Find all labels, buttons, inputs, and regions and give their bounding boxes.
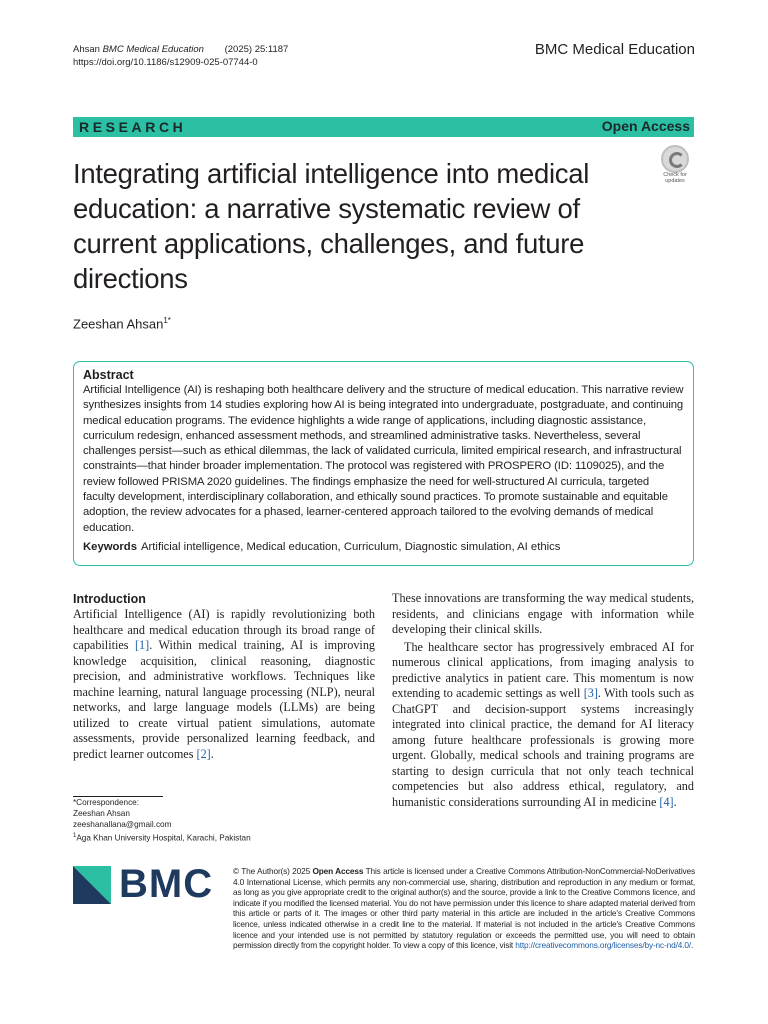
header-journal: BMC Medical Education (102, 44, 204, 55)
running-header (73, 43, 288, 69)
article-type-label: RESEARCH (79, 119, 187, 135)
intro-paragraph-2: These innovations are transforming the way medical students, residents, and clinicians engage with information while developing their clinical skills. (392, 591, 694, 636)
bmc-logo-text: BMC (119, 862, 214, 906)
correspondence-label: *Correspondence: (73, 798, 139, 807)
affiliation: $^1$Aga Khan University Hospital, Karachi, Pakistan (73, 832, 251, 843)
keywords-line (83, 540, 684, 555)
body-column-right (392, 591, 694, 810)
author-affiliation-mark: 1* (163, 316, 171, 325)
abstract-text: Artificial Intelligence (AI) is reshaping both healthcare delivery and the structure of medical education. This narrative review synthesizes insights from 14 studies exploring how AI is being integrated into undergraduate, postgraduate, and continuing medical education programs. The evidence highlights a wide range of applications, including diagnostic assistance, curriculum redesign, enhanced assessment methods, and streamlined administrative tasks. Nevertheless, several challenges persist—such as ethical dilemmas, the lack of validated curricula, limited empirical research, and infrastructural constraints—that hinder broader implementation. The protocol was registered with PROSPERO (ID: 1109025), and the review followed PRISMA 2020 guidelines. The findings emphasize the need for well-structured AI curricula, targeted faculty development, interdisciplinary collaboration, and ethically sound practices. To promote sustainable and equitable adoption, the review advocates for a phased, learner-centered approach tailored to the evolving demands of medical education. (83, 384, 684, 534)
license-statement: © The Author(s) 2025 Open Access This article is licensed under a Creative Commons Attribution-NonCommercial-NoDerivatives 4.0 International License, which permits any non-commercial use, sharing, distribution and reproduction in any medium or format, as long as you give appropriate credit to the original author(s) and the source, provide a link to the Creative Commons licence, and indicate if you modified the licensed material. You do not have permission under this licence to share adapted material derived from this article or parts of it. The images or other third party material in this article are included in the article's Creative Commons licence, unless indicated otherwise in a credit line to the material. If material is not included in the article's Creative Commons licence and your intended use is not permitted by statutory regulation or exceeds the permitted use, you will need to obtain permission directly from the copyright holder. To view a copy of this licence, visit http://creativecommons.org/licenses/by-nc-nd/4.0/. (233, 866, 695, 951)
license-link[interactable]: http://creativecommons.org/licenses/by-nc-nd/4.0/ (515, 940, 691, 951)
bmc-mark-icon (73, 866, 111, 904)
open-access-label: Open Access (601, 118, 690, 134)
intro-paragraph-1: Artificial Intelligence (AI) is rapidly revolutionizing both healthcare and medical education through its broad range of capabilities [1]. Within medical training, AI is improving knowledge acquisition, clinical reasoning, diagnostic precision, and administrative workflows. Techniques like machine learning, natural language processing (NLP), neural networks, and large language models (LLMs) are being utilized to create virtual patient simulations, automate assessments, provide personalized learning feedback, and predict learner outcomes [2]. (73, 607, 376, 761)
body-column-left (73, 591, 375, 762)
check-for-updates-badge[interactable] (657, 145, 693, 185)
intro-paragraph-3: The healthcare sector has progressively embraced AI for numerous clinical applications, from imaging analysis to predictive analytics in patient care. This momentum is now extending to academic settings as well [3]. With tools such as ChatGPT and decision-support systems increasingly integrated into clinical practice, the demand for AI literacy among future healthcare professionals is growing more urgent. Globally, medical schools and training programs are starting to design curricula that not only teach technical competencies but also address ethical, regulatory, and humanistic considerations surrounding AI in medicine [4]. (392, 639, 694, 809)
citation-link[interactable]: [3] (583, 686, 598, 700)
abstract-heading: Abstract (83, 368, 134, 382)
section-heading-introduction: Introduction (73, 592, 146, 606)
author-name[interactable]: Zeeshan Ahsan (73, 316, 164, 332)
correspondence-email[interactable]: zeeshanallana@gmail.com (73, 820, 172, 830)
citation-link[interactable]: [2] (196, 746, 211, 761)
article-title: Integrating artificial intelligence into medical education: a narrative systematic review of current applications, challenges, and future directions (73, 158, 590, 294)
correspondence-footnote (73, 797, 373, 844)
citation-line (73, 43, 288, 56)
author-line (73, 316, 171, 331)
check-for-updates-label: Check for updates (663, 172, 687, 184)
check-for-updates-icon (661, 145, 689, 173)
bmc-logo (73, 862, 218, 908)
keywords-list: Artificial intelligence, Medical education, Curriculum, Diagnostic simulation, AI ethics (141, 540, 561, 553)
citation-link[interactable]: [4] (659, 794, 674, 809)
header-author: Ahsan (73, 44, 100, 55)
journal-name: BMC Medical Education (534, 41, 695, 58)
citation-link[interactable]: [1] (135, 638, 150, 652)
correspondence-name: Zeeshan Ahsan (73, 809, 130, 819)
header-volume: (2025) 25:1187 (224, 44, 289, 55)
abstract-box (73, 361, 694, 566)
article-type-banner (73, 117, 694, 137)
keywords-label: Keywords (83, 540, 137, 553)
license-open-access: Open Access (312, 866, 364, 876)
doi-link[interactable]: https://doi.org/10.1186/s12909-025-07744-0 (73, 57, 258, 68)
